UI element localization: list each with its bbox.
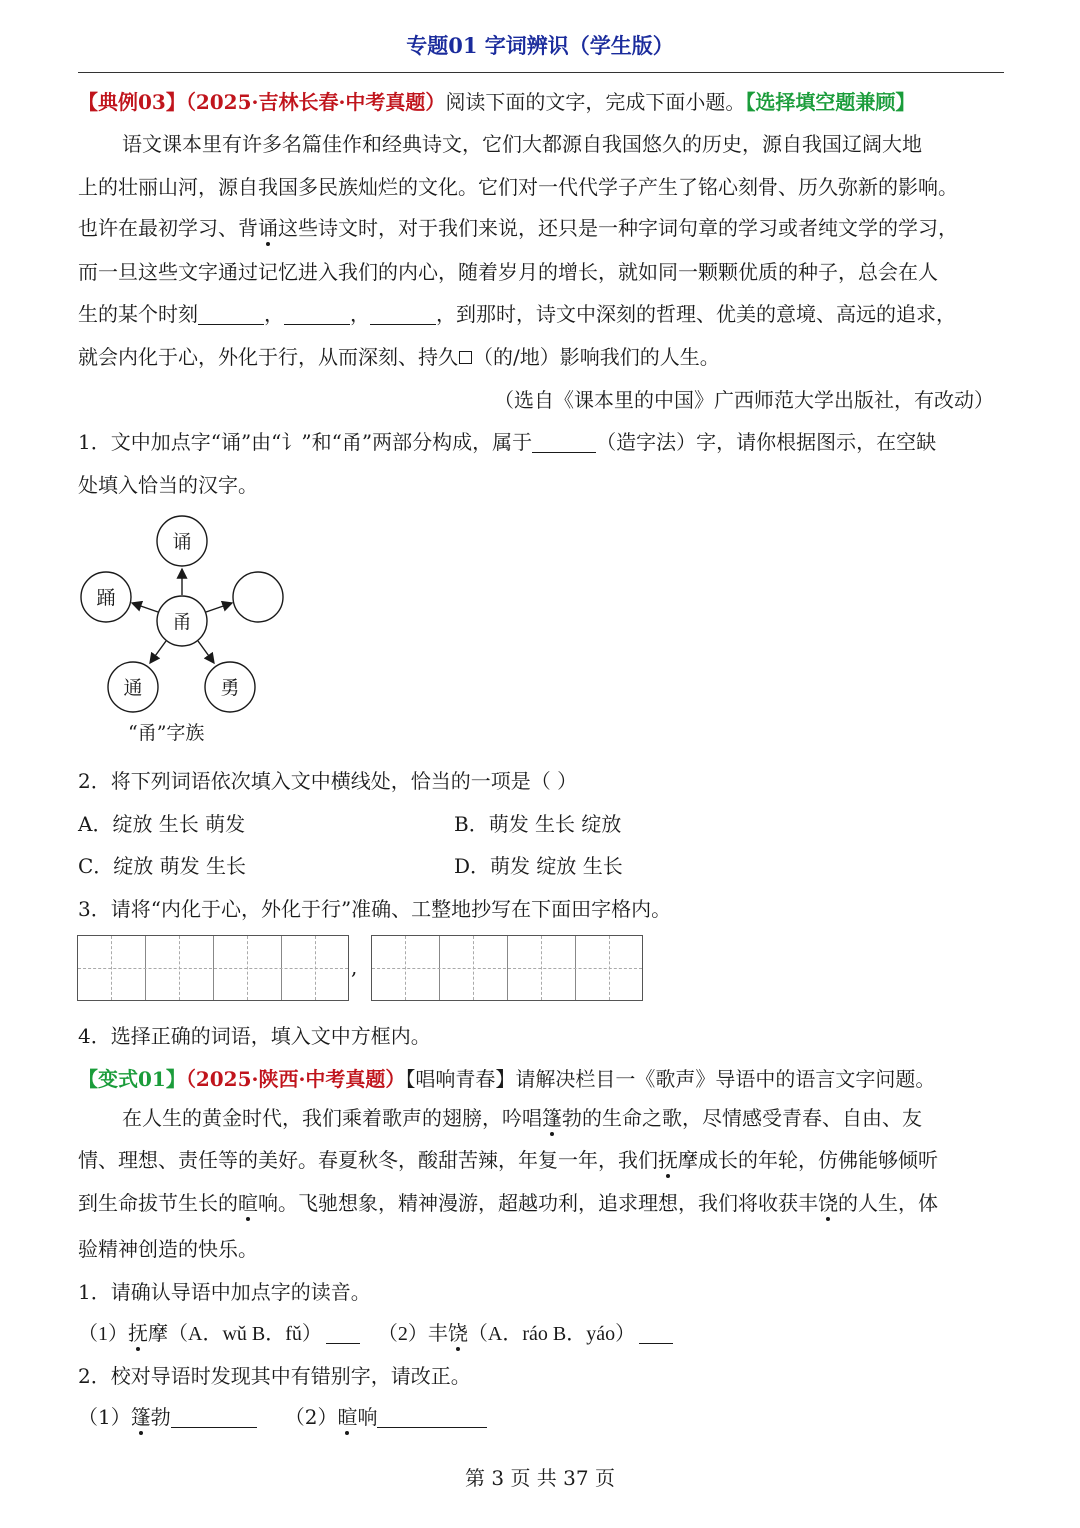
passage1-line5 xyxy=(78,298,1004,327)
vq2-p2-text: 响 xyxy=(357,1405,378,1429)
q2-option-c[interactable]: C．绽放 萌发 生长 xyxy=(78,854,247,878)
passage1-line3-text-b: 这些诗文时，对于我们来说，还只是一种字词句章的学习或者纯文学的学习， xyxy=(278,216,958,240)
vq1-p2-dotted-char: 饶 xyxy=(447,1323,468,1345)
q1-line2: 处填入恰当的汉字。 xyxy=(78,473,258,497)
q1-blank[interactable] xyxy=(532,432,596,453)
passage1-line3 xyxy=(78,212,1004,241)
passage1-source: （选自《课本里的中国》广西师范大学出版社，有改动） xyxy=(494,388,994,412)
vq2-p1-text: 勃 xyxy=(150,1405,171,1429)
example-type-tag: 【选择填空题兼顾】 xyxy=(745,90,916,114)
q1-text-a: 1．文中加点字“诵”由“讠”和“甬”两部分构成，属于 xyxy=(78,430,533,454)
example-heading xyxy=(78,86,1004,115)
diagram-caption: “甬”字族 xyxy=(128,722,205,744)
grid-comma: , xyxy=(351,955,358,979)
passage2-line2 xyxy=(78,1144,1004,1173)
q2-option-d[interactable]: D．萌发 绽放 生长 xyxy=(454,854,623,878)
passage2-line3-text-b: 响。飞驰想象，精神漫游，超越功利，追求理想，我们将收获丰 xyxy=(258,1191,818,1215)
fill-blank-2[interactable] xyxy=(284,304,350,325)
passage2-line2-text-b: 摩成长的年轮，仿佛能够倾听 xyxy=(678,1148,938,1172)
vq1-stem: 1．请确认导语中加点字的读音。 xyxy=(78,1280,371,1304)
q2-option-b[interactable]: B．萌发 生长 绽放 xyxy=(454,812,622,836)
vq2-p1-dotted-char: 篷 xyxy=(130,1405,151,1429)
passage1-line6-text-b: （的/地）影响我们的人生。 xyxy=(473,345,720,369)
passage1-line5-text-b: ，到那时，诗文中深刻的哲理、优美的意境、高远的追求， xyxy=(436,302,956,326)
vq2-p2-blank[interactable] xyxy=(377,1407,487,1428)
vq2-p2-dotted-char: 暄 xyxy=(337,1405,358,1429)
passage1-line2: 上的壮丽山河，源自我国多民族灿烂的文化。它们对一代代学子产生了铭心刻骨、历久弥新的影响。 xyxy=(78,175,958,199)
vq1-parts xyxy=(78,1317,1004,1346)
example-tag: 【典例03】 xyxy=(78,90,186,114)
dotted-char-rao: 饶 xyxy=(818,1191,838,1215)
fill-blank-3[interactable] xyxy=(370,304,436,325)
tianzige-grid-right[interactable] xyxy=(371,935,643,1001)
passage2-line3 xyxy=(78,1187,1004,1216)
arrow-to-bottom-right xyxy=(198,641,214,663)
passage2-line4: 验精神创造的快乐。 xyxy=(78,1237,258,1261)
variant-tag: 【变式01】 xyxy=(78,1067,186,1091)
example-source: （2025·吉林长春·中考真题） xyxy=(185,90,446,114)
passage2-line1 xyxy=(78,1102,1048,1131)
passage1-line4: 而一旦这些文字通过记忆进入我们的内心，随着岁月的增长，就如同一颗颗优质的种子，总会在人 xyxy=(78,260,938,284)
diagram-left-char: 踊 xyxy=(96,587,116,609)
passage2-line3-text-a: 到生命拔节生长的 xyxy=(78,1191,238,1215)
variant-heading xyxy=(78,1063,1004,1092)
diagram-top-char: 诵 xyxy=(172,531,192,553)
passage2-line1-text-b: 勃的生命之歌，尽情感受青春、自由、友 xyxy=(562,1106,922,1130)
vq1-p1-label: （1） xyxy=(78,1323,128,1345)
q1-line1 xyxy=(78,426,1004,455)
vq1-p1-blank[interactable] xyxy=(326,1323,360,1344)
passage1-line5-sep-2: ， xyxy=(350,302,370,326)
vq1-p2-text: （A．ráo B．yáo） xyxy=(467,1323,636,1345)
passage1-line5-sep-1: ， xyxy=(264,302,284,326)
passage1-line3-text-a: 也许在最初学习、背 xyxy=(78,216,258,240)
example-instruction: 阅读下面的文字，完成下面小题。 xyxy=(445,90,746,114)
arrow-to-left xyxy=(132,603,158,612)
diagram-center-char: 甬 xyxy=(172,611,192,633)
page-header-title: 专题01 字词辨识（学生版） xyxy=(406,33,674,58)
dotted-char-song: 诵 xyxy=(258,216,278,240)
arrow-to-right xyxy=(206,603,232,612)
passage2-line3-text-c: 的人生，体 xyxy=(838,1191,938,1215)
variant-source: （2025·陕西·中考真题） xyxy=(185,1067,406,1091)
character-family-diagram xyxy=(70,515,300,715)
passage1-line6-text-a: 就会内化于心，外化于行，从而深刻、持久 xyxy=(78,345,458,369)
vq2-p2-label: （2） xyxy=(284,1405,338,1429)
q2-stem: 2．将下列词语依次填入文中横线处，恰当的一项是（ ） xyxy=(78,769,578,793)
page-number-footer: 第 3 页 共 37 页 xyxy=(465,1466,615,1490)
vq2-p1-blank[interactable] xyxy=(171,1407,257,1428)
variant-instruction: 请解决栏目一《歌声》导语中的语言文字问题。 xyxy=(515,1067,936,1091)
passage1-line5-text-a: 生的某个时刻 xyxy=(78,302,198,326)
passage1-line1: 语文课本里有许多名篇佳作和经典诗文，它们大都源自我国悠久的历史，源自我国辽阔大地 xyxy=(122,132,922,156)
vq1-p1-text: 摩（A．wǔ B．fǔ） xyxy=(148,1323,322,1345)
header-rule xyxy=(78,72,1004,73)
diagram-bottom-right-char: 勇 xyxy=(220,677,240,699)
q2-option-a[interactable]: A．绽放 生长 萌发 xyxy=(78,812,246,836)
dotted-char-peng: 篷 xyxy=(542,1106,562,1130)
passage2-line2-text-a: 情、理想、责任等的美好。春夏秋冬，酸甜苦辣，年复一年，我们 xyxy=(78,1148,658,1172)
vq2-parts xyxy=(78,1401,1004,1430)
arrow-to-bottom-left xyxy=(150,641,166,663)
answer-square-box[interactable] xyxy=(459,351,472,364)
dotted-char-xuan: 暄 xyxy=(238,1191,258,1215)
diagram-right-circle[interactable] xyxy=(233,572,283,622)
tianzige-grid-left[interactable] xyxy=(77,935,349,1001)
diagram-bottom-left-char: 通 xyxy=(123,677,143,699)
q1-text-b: （造字法）字，请你根据图示，在空缺 xyxy=(596,430,937,454)
passage2-line1-text-a: 在人生的黄金时代，我们乘着歌声的翅膀，吟唱 xyxy=(122,1106,542,1130)
vq1-p2-blank[interactable] xyxy=(639,1323,673,1344)
variant-column: 【唱响青春】 xyxy=(405,1067,516,1091)
q3-stem: 3．请将“内化于心，外化于行”准确、工整地抄写在下面田字格内。 xyxy=(78,897,672,921)
fill-blank-1[interactable] xyxy=(198,304,264,325)
q4-stem: 4．选择正确的词语，填入文中方框内。 xyxy=(78,1024,431,1048)
vq1-p1-dotted-char: 抚 xyxy=(128,1323,148,1345)
passage1-line6 xyxy=(78,341,1004,370)
dotted-char-fu: 抚 xyxy=(658,1148,678,1172)
vq1-p2-label: （2）丰 xyxy=(377,1323,448,1345)
vq2-stem: 2．校对导语时发现其中有错别字，请改正。 xyxy=(78,1364,471,1388)
vq2-p1-label: （1） xyxy=(78,1405,131,1429)
